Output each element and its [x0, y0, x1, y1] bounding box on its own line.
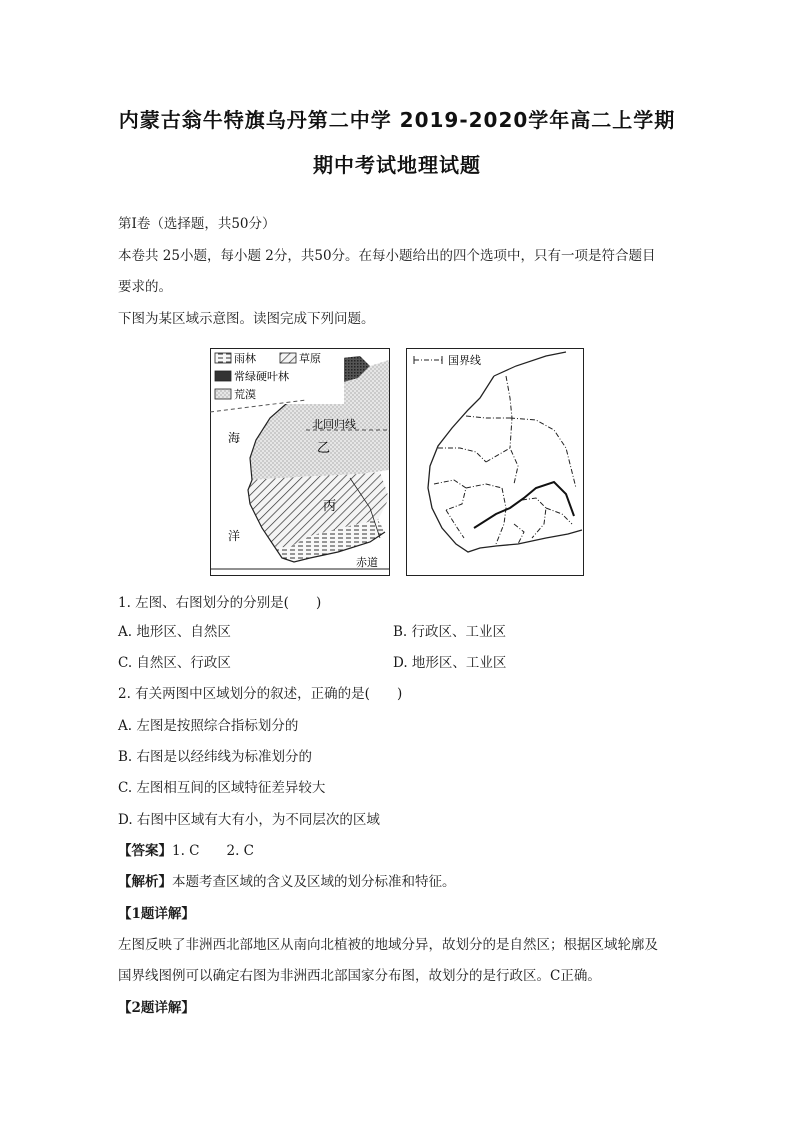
question-1-stem: 1. 左图、右图划分的分别是( )	[118, 595, 322, 611]
title-line-1: 内蒙古翁牛特旗乌丹第二中学 2019-2020学年高二上学期	[118, 108, 676, 132]
answer-text: 1. C 2. C	[172, 843, 255, 859]
question-1-option-c: C. 自然区、行政区	[118, 655, 231, 671]
legend-desert: 荒漠	[234, 388, 256, 401]
equator-label: 赤道	[356, 556, 378, 569]
analysis-text: 本题考查区域的含义及区域的划分标准和特征。	[172, 874, 456, 890]
question-1-option-a: A. 地形区、自然区	[118, 624, 231, 640]
question-2-option-c: C. 左图相互间的区域特征差异较大	[118, 780, 326, 796]
detail-2-heading: 【2题详解】	[118, 1000, 195, 1016]
detail-1-line-1: 左图反映了非洲西北部地区从南向北植被的地域分异，故划分的是自然区；根据区域轮廓及	[118, 937, 658, 953]
tropic-label: 北回归线	[312, 418, 356, 431]
legend-rainforest: 雨林	[234, 352, 256, 365]
title-line-2: 期中考试地理试题	[313, 153, 481, 177]
answer-label: 【答案】	[118, 843, 172, 859]
question-2-option-a: A. 左图是按照综合指标划分的	[118, 718, 299, 734]
question-2-stem: 2. 有关两图中区域划分的叙述，正确的是( )	[118, 686, 403, 702]
analysis-line	[118, 872, 456, 892]
answer-line	[118, 841, 254, 861]
instruction-line-1: 本卷共 25小题，每小题 2分，共50分。在每小题给出的四个选项中，只有一项是符合题目	[118, 248, 656, 264]
section-heading: 第Ⅰ卷（选择题，共50分）	[118, 216, 276, 232]
question-1-option-d: D. 地形区、工业区	[393, 655, 507, 671]
border-legend-label: 国界线	[448, 354, 481, 367]
natural-region-map	[210, 348, 390, 580]
legend-savanna: 草原	[299, 352, 321, 365]
region-bing-label: 丙	[323, 499, 337, 514]
detail-1-heading: 【1题详解】	[118, 906, 195, 922]
country-boundary-map	[406, 348, 584, 580]
question-2-option-b: B. 右图是以经纬线为标准划分的	[118, 749, 313, 765]
sea-label: 海	[228, 431, 241, 445]
instruction-line-2: 要求的。	[118, 279, 172, 295]
region-yi-label: 乙	[317, 441, 331, 456]
ocean-label: 洋	[228, 529, 241, 543]
detail-1-line-2: 国界线图例可以确定右图为非洲西北部国家分布图，故划分的是行政区。C正确。	[118, 968, 601, 984]
analysis-label: 【解析】	[118, 874, 172, 890]
question-2-option-d: D. 右图中区域有大有小，为不同层次的区域	[118, 812, 380, 828]
legend-evergreen-sclerophyll: 常绿硬叶林	[234, 370, 289, 383]
question-1-option-b: B. 行政区、工业区	[393, 624, 507, 640]
figure-intro: 下图为某区域示意图。读图完成下列问题。	[118, 311, 375, 327]
